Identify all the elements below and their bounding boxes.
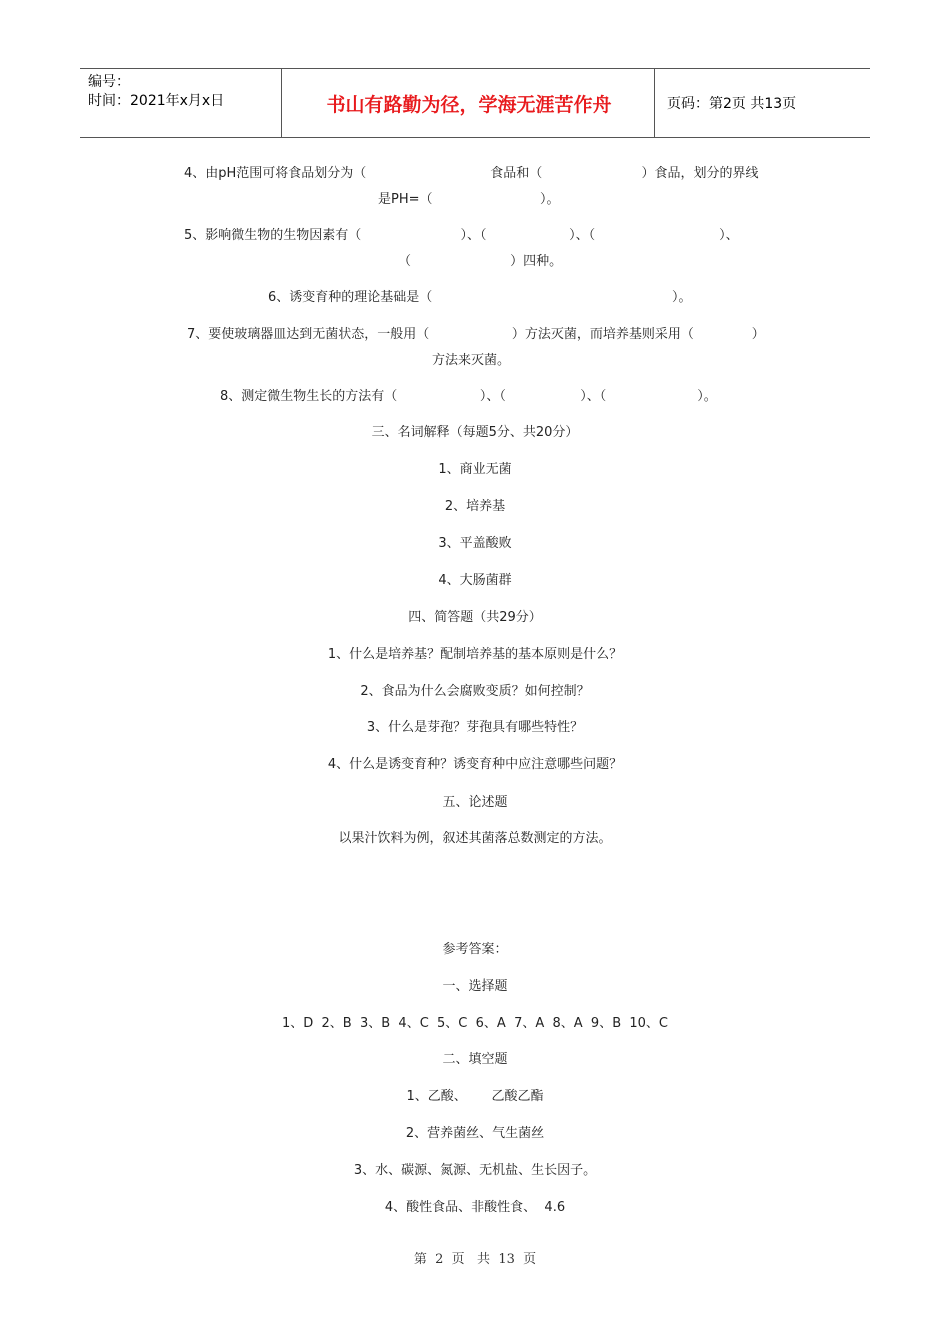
question-5-line-2: （ ）四种。 bbox=[398, 254, 563, 269]
section-3-item: 2、培养基 bbox=[444, 499, 506, 514]
page-header bbox=[80, 68, 870, 138]
question-6: 6、诱变育种的理论基础是（ ）。 bbox=[268, 290, 692, 305]
document-time-label: 时间：2021年x月x日 bbox=[88, 93, 225, 109]
answers-title: 参考答案： bbox=[442, 942, 508, 957]
header-meta bbox=[88, 73, 224, 111]
answers-part-1-title: 一、选择题 bbox=[442, 979, 508, 994]
question-7-line-1: 7、要使玻璃器皿达到无菌状态，一般用（ ）方法灭菌，而培养基则采用（ ） bbox=[187, 327, 765, 342]
question-4-line-2: 是PH=（ ）。 bbox=[378, 192, 560, 207]
answers-part-1-answers: 1、D 2、B 3、B 4、C 5、C 6、A 7、A 8、A 9、B 10、C bbox=[281, 1016, 669, 1031]
question-8: 8、测定微生物生长的方法有（ ）、（ ）、（ ）。 bbox=[220, 389, 717, 404]
section-4-item: 2、食品为什么会腐败变质？如何控制？ bbox=[360, 684, 590, 699]
answers-part-2-title: 二、填空题 bbox=[442, 1052, 508, 1067]
document-number-label: 编号： bbox=[88, 74, 130, 90]
section-3-item: 1、商业无菌 bbox=[438, 462, 512, 477]
header-divider-left bbox=[281, 69, 282, 137]
section-5-title: 五、论述题 bbox=[442, 795, 508, 810]
section-4-item: 1、什么是培养基？配制培养基的基本原则是什么？ bbox=[327, 647, 623, 662]
question-7-line-2: 方法来灭菌。 bbox=[432, 353, 511, 368]
answers-part-2-item: 2、营养菌丝、气生菌丝 bbox=[405, 1126, 545, 1141]
section-4-title: 四、简答题（共29分） bbox=[408, 610, 542, 625]
page-footer: 第 2 页 共 13 页 bbox=[413, 1252, 537, 1267]
answers-part-2-item: 4、酸性食品、非酸性食、 4.6 bbox=[384, 1200, 566, 1215]
section-3-title: 三、名词解释（每题5分、共20分） bbox=[371, 425, 579, 440]
question-4-line-1: 4、由pH范围可将食品划分为（ 食品和（ ）食品，划分的界线 bbox=[184, 166, 759, 181]
answers-part-2-item: 1、乙酸、 乙酸乙酯 bbox=[406, 1089, 544, 1104]
question-5-line-1: 5、影响微生物的生物因素有（ ）、（ ）、（ ）、 bbox=[184, 228, 739, 243]
section-3-item: 4、大肠菌群 bbox=[438, 573, 512, 588]
header-motto: 书山有路勤为径，学海无涯苦作舟 bbox=[326, 93, 612, 116]
header-page-number: 页码：第2页 共13页 bbox=[667, 96, 797, 112]
header-divider-right bbox=[654, 69, 655, 137]
section-5-text: 以果汁饮料为例，叙述其菌落总数测定的方法。 bbox=[338, 831, 612, 846]
section-4-item: 4、什么是诱变育种？诱变育种中应注意哪些问题？ bbox=[327, 757, 623, 772]
section-3-item: 3、平盖酸败 bbox=[438, 536, 512, 551]
answers-part-2-item: 3、水、碳源、氮源、无机盐、生长因子。 bbox=[353, 1163, 597, 1178]
section-4-item: 3、什么是芽孢？芽孢具有哪些特性？ bbox=[366, 720, 584, 735]
